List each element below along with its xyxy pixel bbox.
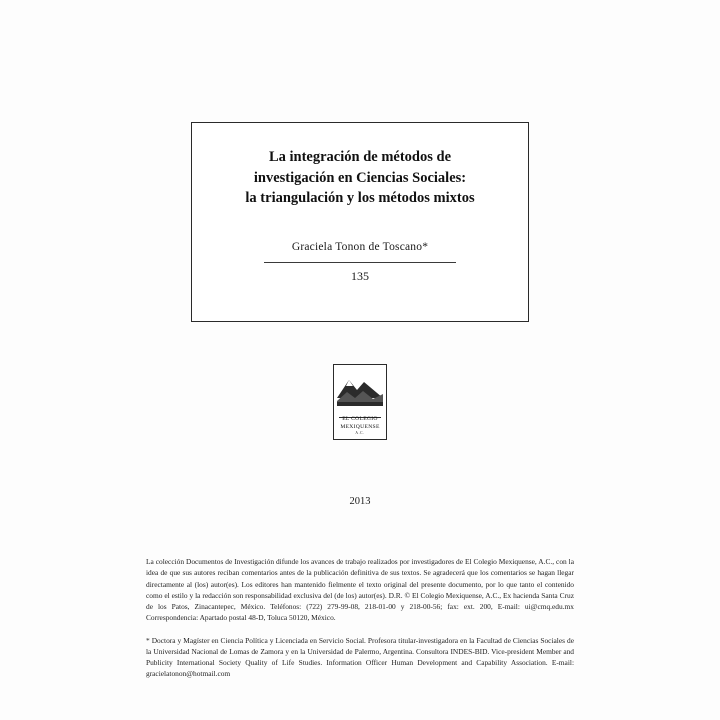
author-name: Graciela Tonon de Toscano* <box>291 240 429 253</box>
divider-rule <box>264 262 456 263</box>
footnotes-block <box>146 556 574 680</box>
title-line-2: investigación en Ciencias Sociales: <box>253 169 467 186</box>
author-note: * Doctora y Magíster en Ciencia Política y Licenciada en Servicio Social. Profesora titular-investigadora en la Facultad de Ciencias Sociales de la Universidad Nacional de Lomas de Zamora y en la Universidad de Palermo, Argentina. Consultora INDES-BID. Vice-president Member and Publicity International Society Quality of Life Studies. Information Officer Human Development and Capability Association. E-mail: gracielatonon@hotmail.com <box>146 635 574 679</box>
title-line-1: La integración de métodos de <box>268 149 452 165</box>
page-title <box>192 147 528 209</box>
publication-year: 2013 <box>349 496 371 507</box>
publisher-logo <box>333 364 387 440</box>
logo-frame <box>333 364 387 440</box>
logo-line-1: EL COLEGIO <box>342 416 378 423</box>
logo-text <box>334 416 386 436</box>
title-line-3: la triangulación y los métodos mixtos <box>245 190 475 207</box>
collection-note: La colección Documentos de Investigación difunde los avances de trabajo realizados por investigadores de El Colegio Mexiquense, A.C., con la idea de que sus autores reciban comentarios antes de la publicación definitiva de sus textos. Se agradecerá que los comentarios se hagan llegar directamente al (los) autor(es). Los editores han mantenido fielmente el texto original del presente documento, por lo que tanto el contenido como el estilo y la redacción son responsabilidad exclusiva del (de los) autor(es). D.R. © El Colegio Mexiquense, A.C., Ex hacienda Santa Cruz de los Patos, Zinacantepec, México. Teléfonos: (722) 279-99-08, 218-01-00 y 218-00-56; fax: ext. 200, E-mail: ui@cmq.edu.mx Correspondencia: Apartado postal 48-D, Toluca 50120, México. <box>146 557 574 623</box>
title-box <box>191 122 529 322</box>
logo-line-3: A.C. <box>355 431 365 436</box>
document-number: 135 <box>351 268 369 283</box>
logo-line-2: MEXIQUENSE <box>340 423 380 430</box>
mountains-icon <box>337 368 383 406</box>
